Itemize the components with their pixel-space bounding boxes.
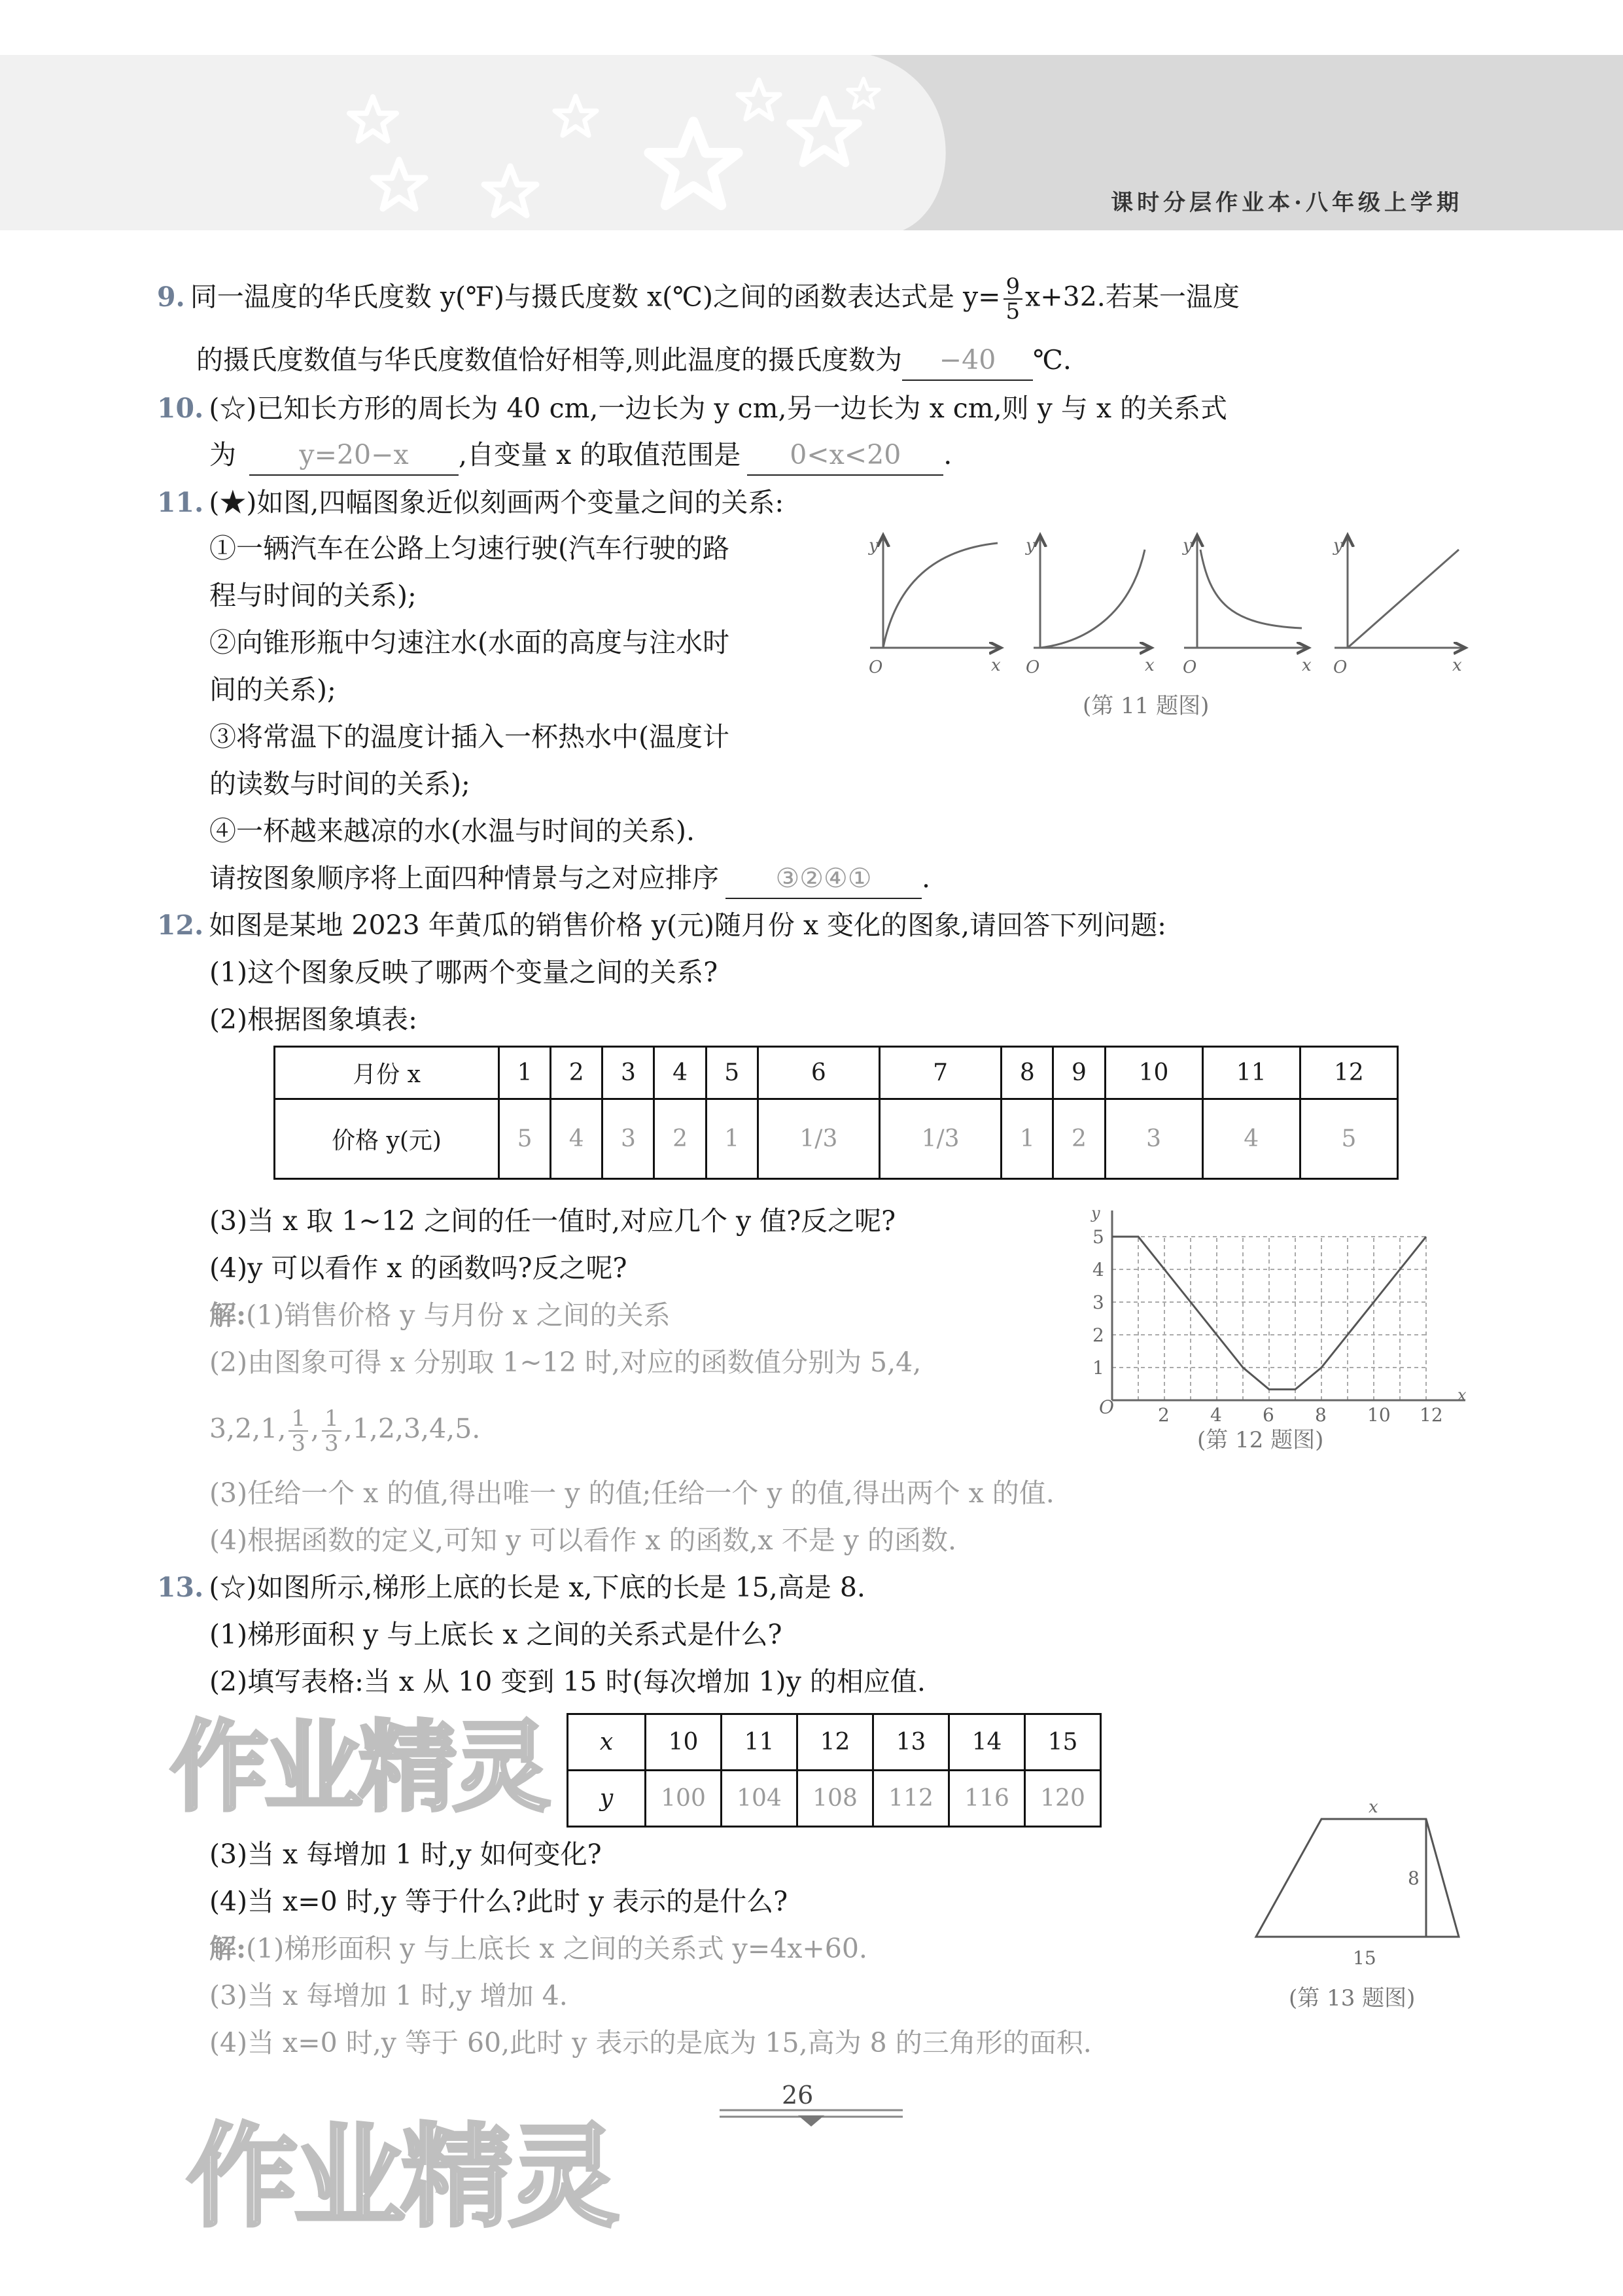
q12-sub4: (4)y 可以看作 x 的函数吗?反之呢? xyxy=(209,1252,627,1284)
q11-stem: 11. (★)如图,四幅图象近似刻画两个变量之间的关系: xyxy=(157,487,784,518)
q12-sol3: (3)任给一个 x 的值,得出唯一 y 的值;任给一个 y 的值,得出两个 x 的值. xyxy=(209,1477,1055,1509)
height-label: 8 xyxy=(1408,1867,1420,1889)
q13-sub2: (2)填写表格:当 x 从 10 变到 15 时(每次增加 1)y 的相应值. xyxy=(209,1666,926,1697)
q12-stem: 12. 如图是某地 2023 年黄瓜的销售价格 y(元)随月份 x 变化的图象,请回答下列问题: xyxy=(157,910,1166,941)
q11-caption: (第 11 题图) xyxy=(1083,693,1210,719)
q11-item: 程与时间的关系); xyxy=(209,580,417,611)
header-title: 课时分层作业本·八年级上学期 xyxy=(1111,190,1463,216)
q13-table: x 10 11 12 13 14 15 y 100 104 108 112 116 120 xyxy=(567,1713,1102,1828)
x-tick-label: 2 xyxy=(1158,1404,1170,1426)
q11-item: 间的关系); xyxy=(209,674,336,705)
q13-sol3: (3)当 x 每增加 1 时,y 增加 4. xyxy=(209,1980,568,2011)
q11-item: ②向锥形瓶中匀速注水(水面的高度与注水时 xyxy=(209,627,729,658)
q12-sol1: 解:(1)销售价格 y 与月份 x 之间的关系 xyxy=(209,1299,671,1331)
graph4-line xyxy=(1348,550,1459,648)
q13-figure xyxy=(1243,1793,1478,2015)
svg-text:O: O xyxy=(1026,658,1040,677)
q12-chart xyxy=(1073,1204,1478,1459)
y-tick-label: 3 xyxy=(1092,1292,1104,1313)
q10-answer2: 0<x<20 xyxy=(747,435,943,476)
page-number: 26 xyxy=(782,2081,814,2110)
svg-text:y: y xyxy=(1333,536,1343,556)
svg-text:y: y xyxy=(1026,536,1036,556)
q11-item: ③将常温下的温度计插入一杯热水中(温度计 xyxy=(209,721,729,752)
q12-sol4: (4)根据函数的定义,可知 y 可以看作 x 的函数,x 不是 y 的函数. xyxy=(209,1525,956,1556)
y-tick-label: 5 xyxy=(1092,1226,1104,1248)
q12-sub3: (3)当 x 取 1~12 之间的任一值时,对应几个 y 值?反之呢? xyxy=(209,1205,896,1237)
x-tick-label: 6 xyxy=(1263,1404,1274,1426)
q9-number: 9. xyxy=(157,281,185,313)
watermark: 作业精灵 xyxy=(186,2113,616,2242)
svg-text:x: x xyxy=(1452,656,1462,675)
y-tick-label: 1 xyxy=(1092,1357,1104,1379)
x-tick-label: 12 xyxy=(1420,1404,1443,1426)
q11-answer: ③②④① xyxy=(725,858,922,899)
q10-line1: 10. (☆)已知长方形的周长为 40 cm,一边长为 y cm,另一边长为 x cm,则 y 与 x 的关系式 xyxy=(157,393,1228,424)
x-tick-label: 10 xyxy=(1367,1404,1391,1426)
y-tick-label: 2 xyxy=(1092,1324,1104,1346)
graph1-curve xyxy=(883,543,998,648)
q12-ylabel: y xyxy=(1091,1204,1100,1222)
q12-sol2b: 3,2,1, $\frac{1}{3}$ , $\frac{1}{3}$ ,1,2,3,4,5. xyxy=(209,1405,481,1457)
q11-item: ④一杯越来越凉的水(水温与时间的关系). xyxy=(209,815,695,847)
svg-text:y: y xyxy=(869,536,879,556)
q13-sub3: (3)当 x 每增加 1 时,y 如何变化? xyxy=(209,1839,602,1870)
q12-table-header-month: 月份 x xyxy=(275,1047,499,1099)
q9-answer: −40 xyxy=(902,340,1033,381)
svg-text:O: O xyxy=(1333,658,1348,677)
svg-text:x: x xyxy=(1302,656,1312,675)
q12-table-header-price: 价格 y(元) xyxy=(275,1099,499,1179)
x-tick-label: 4 xyxy=(1210,1404,1222,1426)
q13-caption: (第 13 题图) xyxy=(1289,1985,1416,2011)
q11-item: ①一辆汽车在公路上匀速行驶(汽车行驶的路 xyxy=(209,533,729,564)
q11-figures xyxy=(857,530,1472,746)
top-label: x xyxy=(1369,1797,1378,1817)
x-tick-label: 8 xyxy=(1315,1404,1327,1426)
svg-text:x: x xyxy=(1145,656,1155,675)
q12-caption: (第 12 题图) xyxy=(1197,1427,1324,1453)
q12-sub1: (1)这个图象反映了哪两个变量之间的关系? xyxy=(209,957,718,988)
q13-sol1: 解:(1)梯形面积 y 与上底长 x 之间的关系式 y=4x+60. xyxy=(209,1933,867,1964)
q10-line2: 为 y=20−x ,自变量 x 的取值范围是 0<x<20 . xyxy=(209,435,952,476)
q12-table: 月份 x 1 2 3 4 5 6 7 8 9 10 11 12 价格 y(元) 5 4 3 2 1 1/3 1/3 1 2 3 4 5 xyxy=(273,1046,1399,1180)
svg-text:y: y xyxy=(1183,536,1193,556)
svg-text:x: x xyxy=(991,656,1001,675)
watermark: 作业精灵 xyxy=(170,1711,548,1825)
q13-sub4: (4)当 x=0 时,y 等于什么?此时 y 表示的是什么? xyxy=(209,1886,788,1917)
svg-text:O: O xyxy=(869,658,883,677)
q13-sol4: (4)当 x=0 时,y 等于 60,此时 y 表示的是底为 15,高为 8 的三角形的面积. xyxy=(209,2027,1092,2058)
q9-line1: 9. 同一温度的华氏度数 y(℉)与摄氏度数 x(℃)之间的函数表达式是 y= $\frac{9}{5}$ x+32.若某一温度 xyxy=(157,274,1240,325)
q12-sol2: (2)由图象可得 x 分别取 1~12 时,对应的函数值分别为 5,4, xyxy=(209,1347,922,1378)
q13-stem: 13. (☆)如图所示,梯形上底的长是 x,下底的长是 15,高是 8. xyxy=(157,1572,865,1603)
y-tick-label: 4 xyxy=(1092,1259,1104,1280)
q10-answer1: y=20−x xyxy=(249,435,459,476)
q12-xlabel: x xyxy=(1457,1386,1467,1404)
q11-prompt: 请按图象顺序将上面四种情景与之对应排序 ③②④① . xyxy=(209,858,930,899)
graph3-curve xyxy=(1200,550,1302,628)
q11-item: 的读数与时间的关系); xyxy=(209,768,470,800)
svg-text:O: O xyxy=(1183,658,1197,677)
q9-fraction: $\frac{9}{5}$ xyxy=(1003,275,1023,323)
bottom-label: 15 xyxy=(1353,1947,1376,1969)
q9-line2: 的摄氏度数值与华氏度数值恰好相等,则此温度的摄氏度数为 −40 ℃. xyxy=(196,340,1072,381)
q13-sub1: (1)梯形面积 y 与上底长 x 之间的关系式是什么? xyxy=(209,1619,782,1650)
trapezoid xyxy=(1256,1819,1459,1937)
q12-sub2: (2)根据图象填表: xyxy=(209,1004,417,1035)
q12-origin: O xyxy=(1099,1396,1114,1418)
graph2-curve xyxy=(1040,550,1145,648)
